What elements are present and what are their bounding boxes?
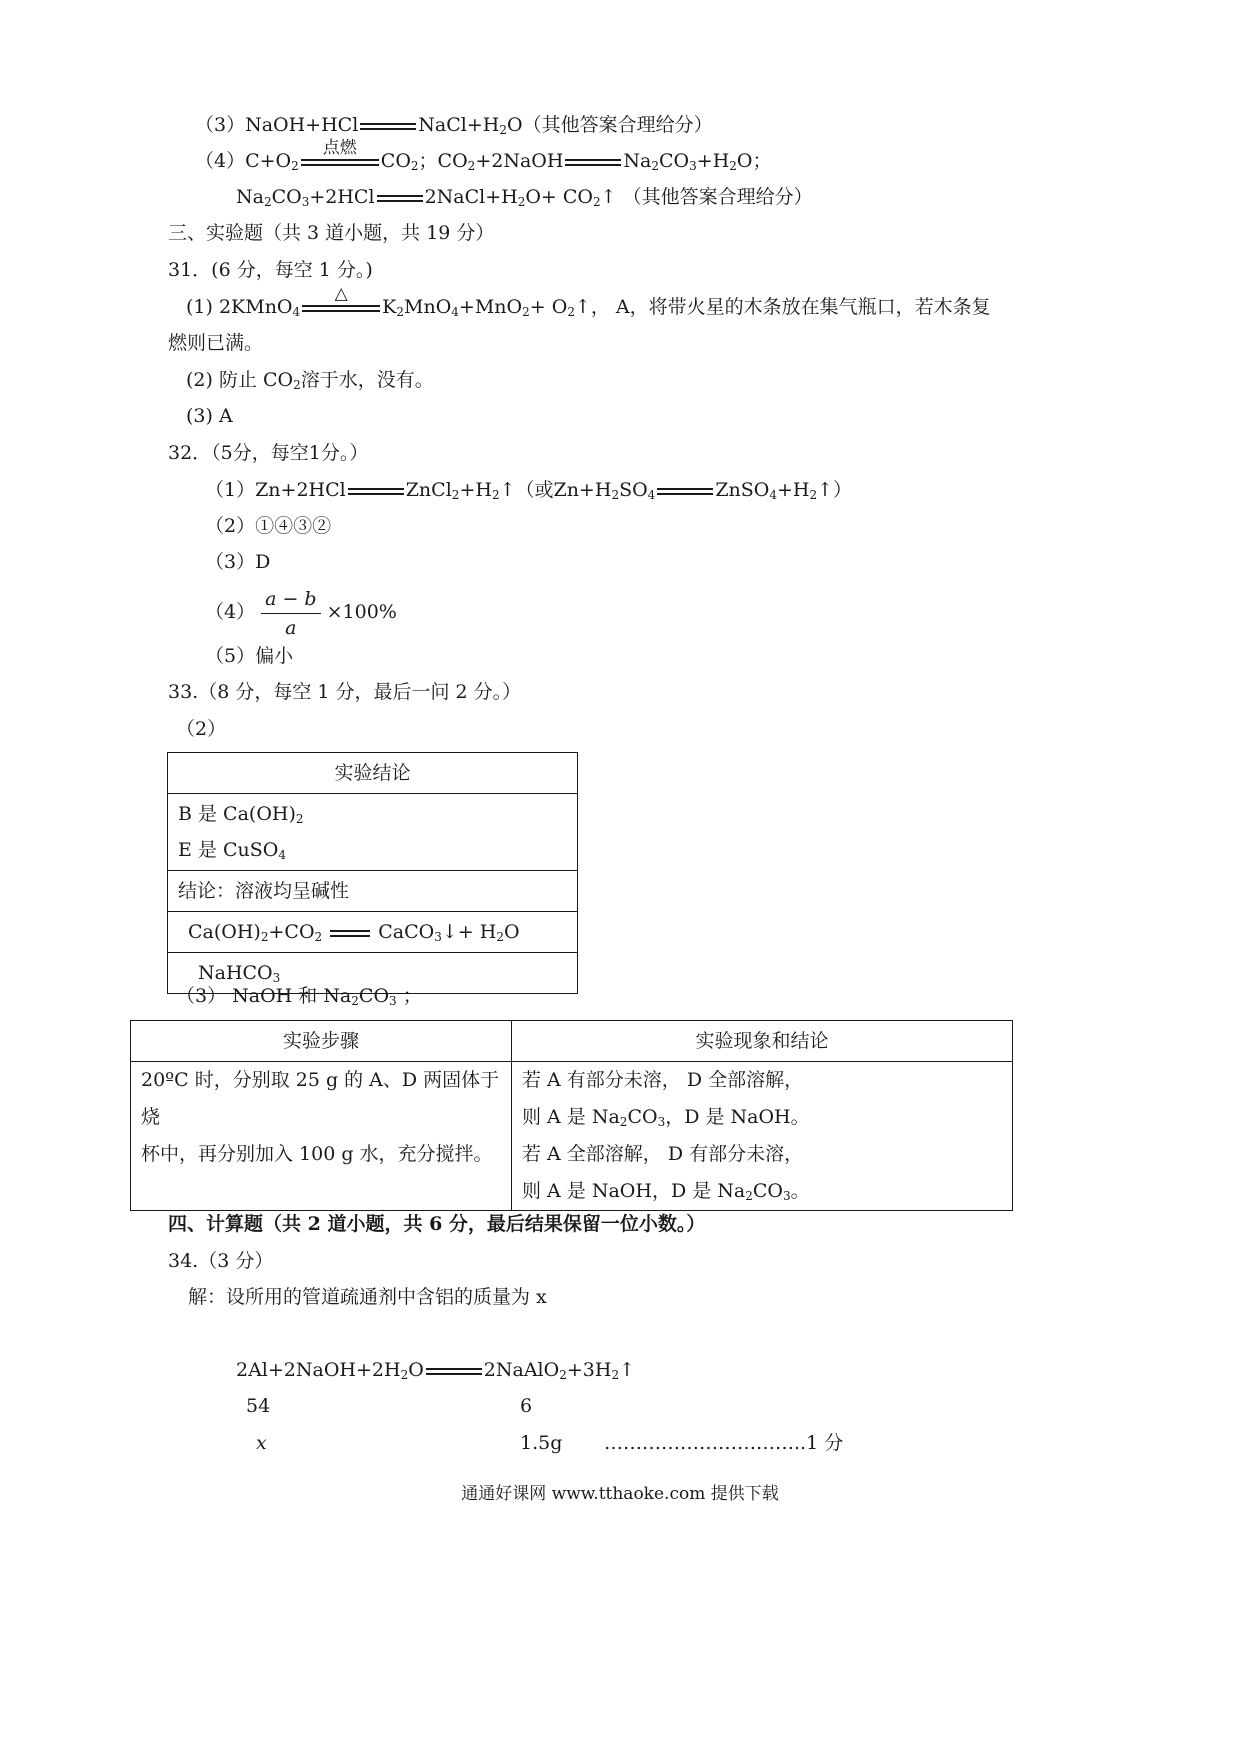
footer-text: 通通好课网 www.tthaoke.com 提供下载 [461, 1484, 779, 1504]
q34-header: 34.（3 分） [168, 1250, 274, 1272]
experiment-table [130, 1020, 1013, 1211]
q31-1-line: (1) 2KMnO$_4$ △ $K_2MnO_4+MnO_2+$ $O_2↑$， A，将带火星的木条放在集气瓶口，若木条复 [186, 294, 991, 320]
q31-1-continuation: 燃则已满。 [168, 332, 264, 354]
q32-3-line: （3）D [205, 551, 271, 573]
q31-2-line: (2) 防止 $CO_2$溶于水，没有。 [186, 369, 434, 392]
q34-equation: $2Al+2NaOH+2H_2O$ $2NaAlO_2+3H_2↑$ [236, 1359, 635, 1382]
q32-2-line: （2）①④③② [205, 515, 332, 537]
table2-steps-cell: 20ºC 时，分别取 25 g 的 A、D 两固体于烧 杯中，再分别加入 100 g 水，充分搅拌。 [131, 1062, 512, 1211]
table2-header-result: 实验现象和结论 [512, 1021, 1013, 1062]
table2-result-cell: 若 A 有部分未溶， D 全部溶解， 则 A 是 $Na_2CO_3$，D 是 NaOH。 若 A 全部溶解， D 有部分未溶， 则 A 是 NaOH，D 是 $Na_2CO_3$。 [512, 1062, 1013, 1211]
q31-header: 31．(6 分，每空 1 分。) [168, 259, 373, 281]
ignition-condition: 点燃 [322, 138, 357, 158]
fraction: $\frac{a - b}{a}$ [261, 585, 321, 642]
table1-row-equation: $Ca(OH)_2+CO_2$ CaCO$_3$↓+ $H_2O$ [168, 912, 578, 953]
calc-x: x [256, 1432, 267, 1454]
section3-title: 三、实验题（共 3 道小题，共 19 分） [168, 222, 495, 244]
table1-row-nahco3: NaHCO$_3$ [168, 953, 578, 994]
calc-1-5g: 1.5g [520, 1432, 563, 1454]
q30-4-line: $(4)C+O_2$ 点燃 $CO_2$；$CO_2+2NaOH$ $Na_2CO_3+H_2O$； [195, 148, 772, 174]
q33-2-label: （2） [176, 718, 227, 740]
q32-1-line: （1）Zn+2HCl $ZnCl_2+H_2↑$（或$Zn+H_2SO_4$ $ZnSO_4+H_2↑$） [205, 479, 853, 502]
q32-header: 32．（5分，每空1分。） [168, 442, 369, 464]
table1-row-conclusion: 结论：溶液均呈碱性 [168, 871, 578, 912]
q33-header: 33.（8 分，每空 1 分，最后一问 2 分。） [168, 681, 522, 703]
section4-title: 四、计算题（共 2 道小题，共 6 分，最后结果保留一位小数。） [168, 1213, 706, 1235]
q32-4-line: （4） $\frac{a - b}{a}$ ×100% [205, 582, 397, 642]
heat-condition: △ [334, 284, 348, 304]
table1-header: 实验结论 [168, 753, 578, 794]
table1-row-b: B 是 $Ca(OH)_2$ [178, 803, 304, 826]
q33-3-line: （3） NaOH 和 $Na_2CO_3$ ； [176, 985, 422, 1008]
table1-row-e: E 是 CuSO$_4$ [178, 839, 286, 862]
q30-4-line2: $Na_2CO_3+2HCl$ $2NaCl+H_2O+$ $CO_2↑$ （其他答案合理给分） [236, 186, 813, 209]
q30-3-line: （3）NaOH+HCl $NaCl+H_2O$（其他答案合理给分） [195, 114, 713, 137]
q32-5-line: （5）偏小 [205, 645, 294, 667]
q34-solution: 解：设所用的管道疏通剂中含铝的质量为 x [188, 1286, 547, 1308]
table2-header-steps: 实验步骤 [131, 1021, 512, 1062]
conclusion-table [167, 752, 578, 994]
calc-dots-score: …………………………..1 分 [604, 1432, 844, 1454]
calc-6: 6 [520, 1395, 533, 1417]
q31-3-line: (3) A [186, 405, 233, 427]
calc-54: 54 [246, 1395, 271, 1417]
